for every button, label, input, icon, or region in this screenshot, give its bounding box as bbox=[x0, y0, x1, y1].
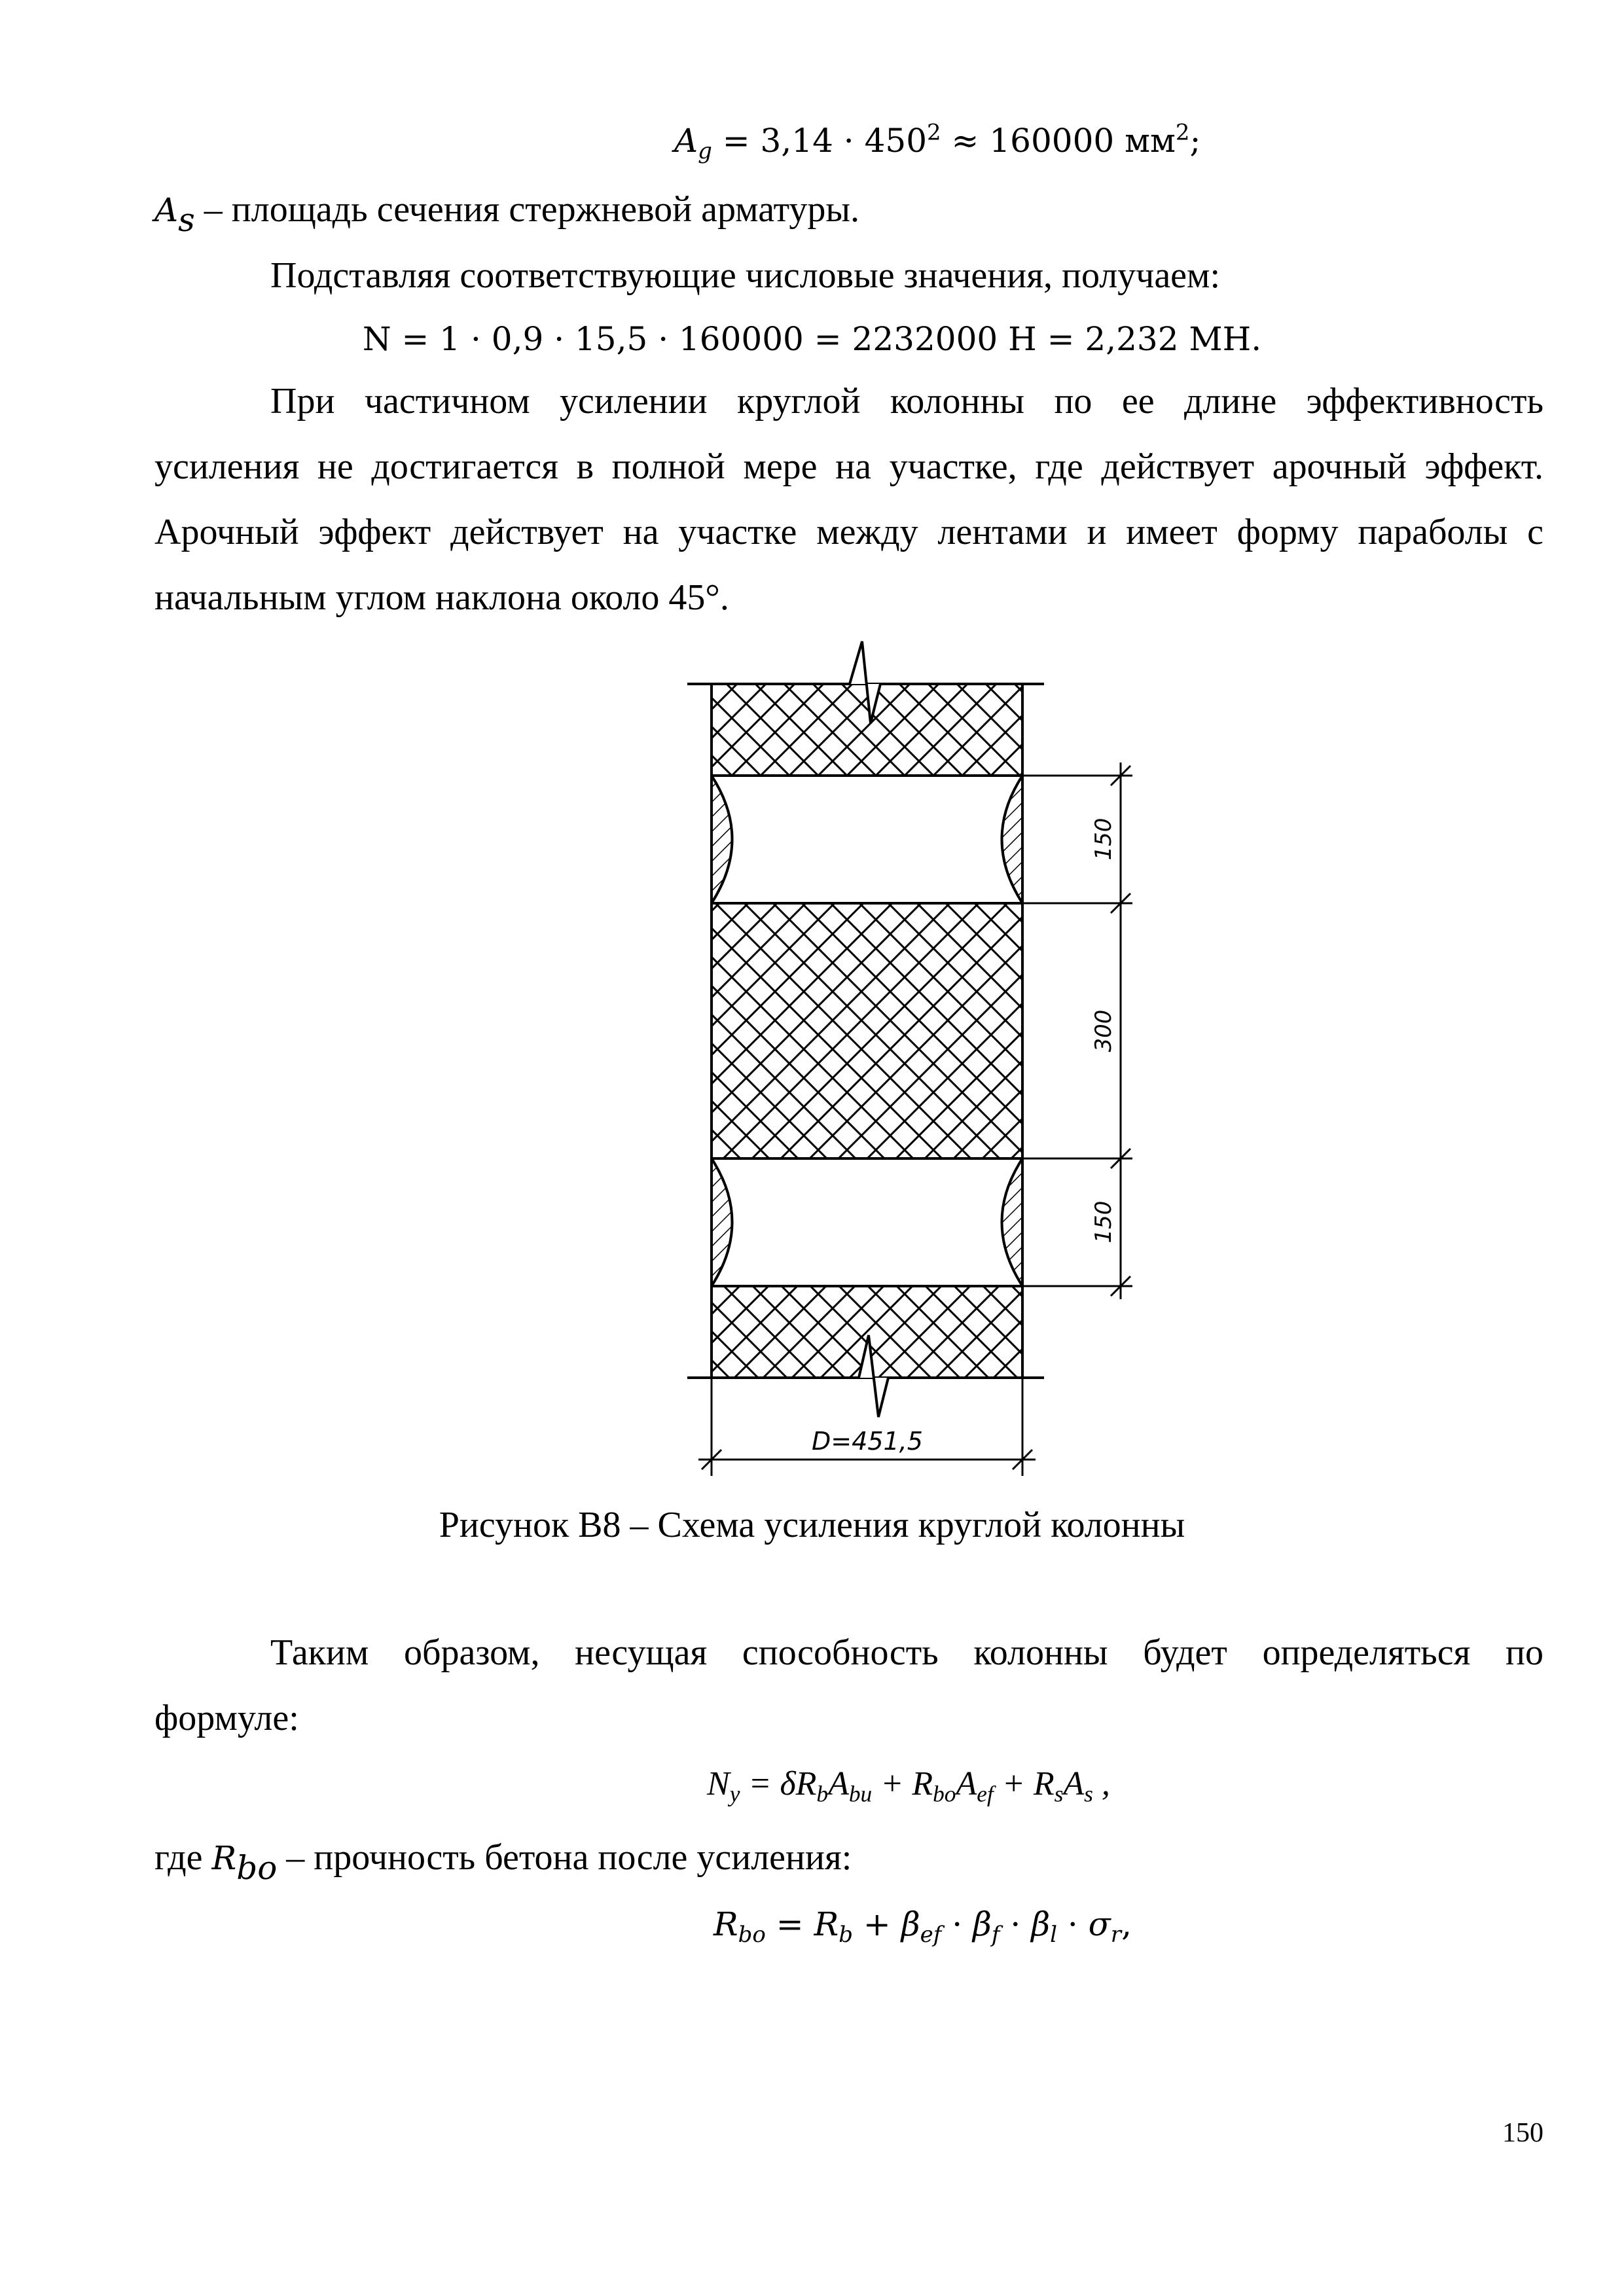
paragraph-substitute: Подставляя соответствующие числовые значения, получаем: bbox=[270, 255, 1221, 296]
page-number: 150 bbox=[1502, 2118, 1543, 2148]
formula-ag bbox=[674, 119, 1201, 165]
column-reinforcement-diagram bbox=[674, 632, 1132, 1482]
gap-upper bbox=[712, 776, 1022, 903]
formula-n: N = 1 · 0,9 · 15,5 · 160000 = 2232000 Н = 2,232 МН. bbox=[362, 320, 1262, 358]
rbo-prefix: где bbox=[154, 1837, 212, 1878]
as-definition bbox=[154, 189, 859, 239]
formula-ag-symbol: A bbox=[674, 122, 698, 160]
formula-ny-text: $N_y = \delta R_bA_{bu} + R_{bo}A_{ef} + R_sA_s$ , bbox=[707, 1765, 1110, 1807]
formula-ag-end: ; bbox=[1189, 122, 1201, 160]
rbo-subscript: bo bbox=[236, 1849, 278, 1887]
as-symbol: A bbox=[154, 191, 179, 229]
rbo-symbol: R bbox=[211, 1839, 237, 1877]
formula-ag-approx: ≈ 160000 мм bbox=[941, 122, 1176, 160]
figure-caption: Рисунок В8 – Схема усиления круглой колонны bbox=[439, 1505, 1185, 1545]
diameter-label: D=451,5 bbox=[812, 1427, 923, 1456]
as-subscript: s bbox=[178, 201, 195, 239]
formula-ag-body: = 3,14 · 450 bbox=[712, 122, 927, 160]
dimension-lower: 150 bbox=[1091, 1200, 1117, 1244]
formula-rbo-text: $R_{bo} = R_b + \beta_{ef} \cdot \beta_f \cdot \beta_l \cdot \sigma_r$, bbox=[713, 1905, 1132, 1948]
formula-ag-exponent: 2 bbox=[927, 119, 941, 146]
formula-ag-subscript: g bbox=[698, 138, 712, 165]
formula-rbo bbox=[713, 1905, 1132, 1948]
paragraph-arch-line-4: начальным углом наклона около 45°. bbox=[154, 577, 729, 618]
dimension-upper: 150 bbox=[1091, 817, 1117, 861]
as-definition-text: – площадь сечения стержневой арматуры. bbox=[194, 189, 859, 230]
gap-lower bbox=[712, 1158, 1022, 1286]
paragraph-capacity-line-2: формуле: bbox=[154, 1698, 299, 1738]
rbo-definition-text: – прочность бетона после усиления: bbox=[277, 1837, 852, 1878]
paragraph-arch-line-1: При частичном усилении круглой колонны по ее длине эффективность bbox=[270, 381, 1543, 422]
formula-ny bbox=[707, 1765, 1110, 1807]
concrete-middle bbox=[712, 903, 1022, 1158]
rbo-definition bbox=[154, 1837, 852, 1887]
paragraph-arch-line-2: усиления не достигается в полной мере на участке, где действует арочный эффект. bbox=[154, 446, 1543, 487]
paragraph-arch-line-3: Арочный эффект действует на участке между лентами и имеет форму параболы с bbox=[154, 512, 1543, 552]
formula-ag-unit-exponent: 2 bbox=[1175, 119, 1190, 146]
dimension-middle: 300 bbox=[1091, 1009, 1117, 1052]
paragraph-capacity-line-1: Таким образом, несущая способность колонны будет определяться по bbox=[270, 1632, 1543, 1673]
